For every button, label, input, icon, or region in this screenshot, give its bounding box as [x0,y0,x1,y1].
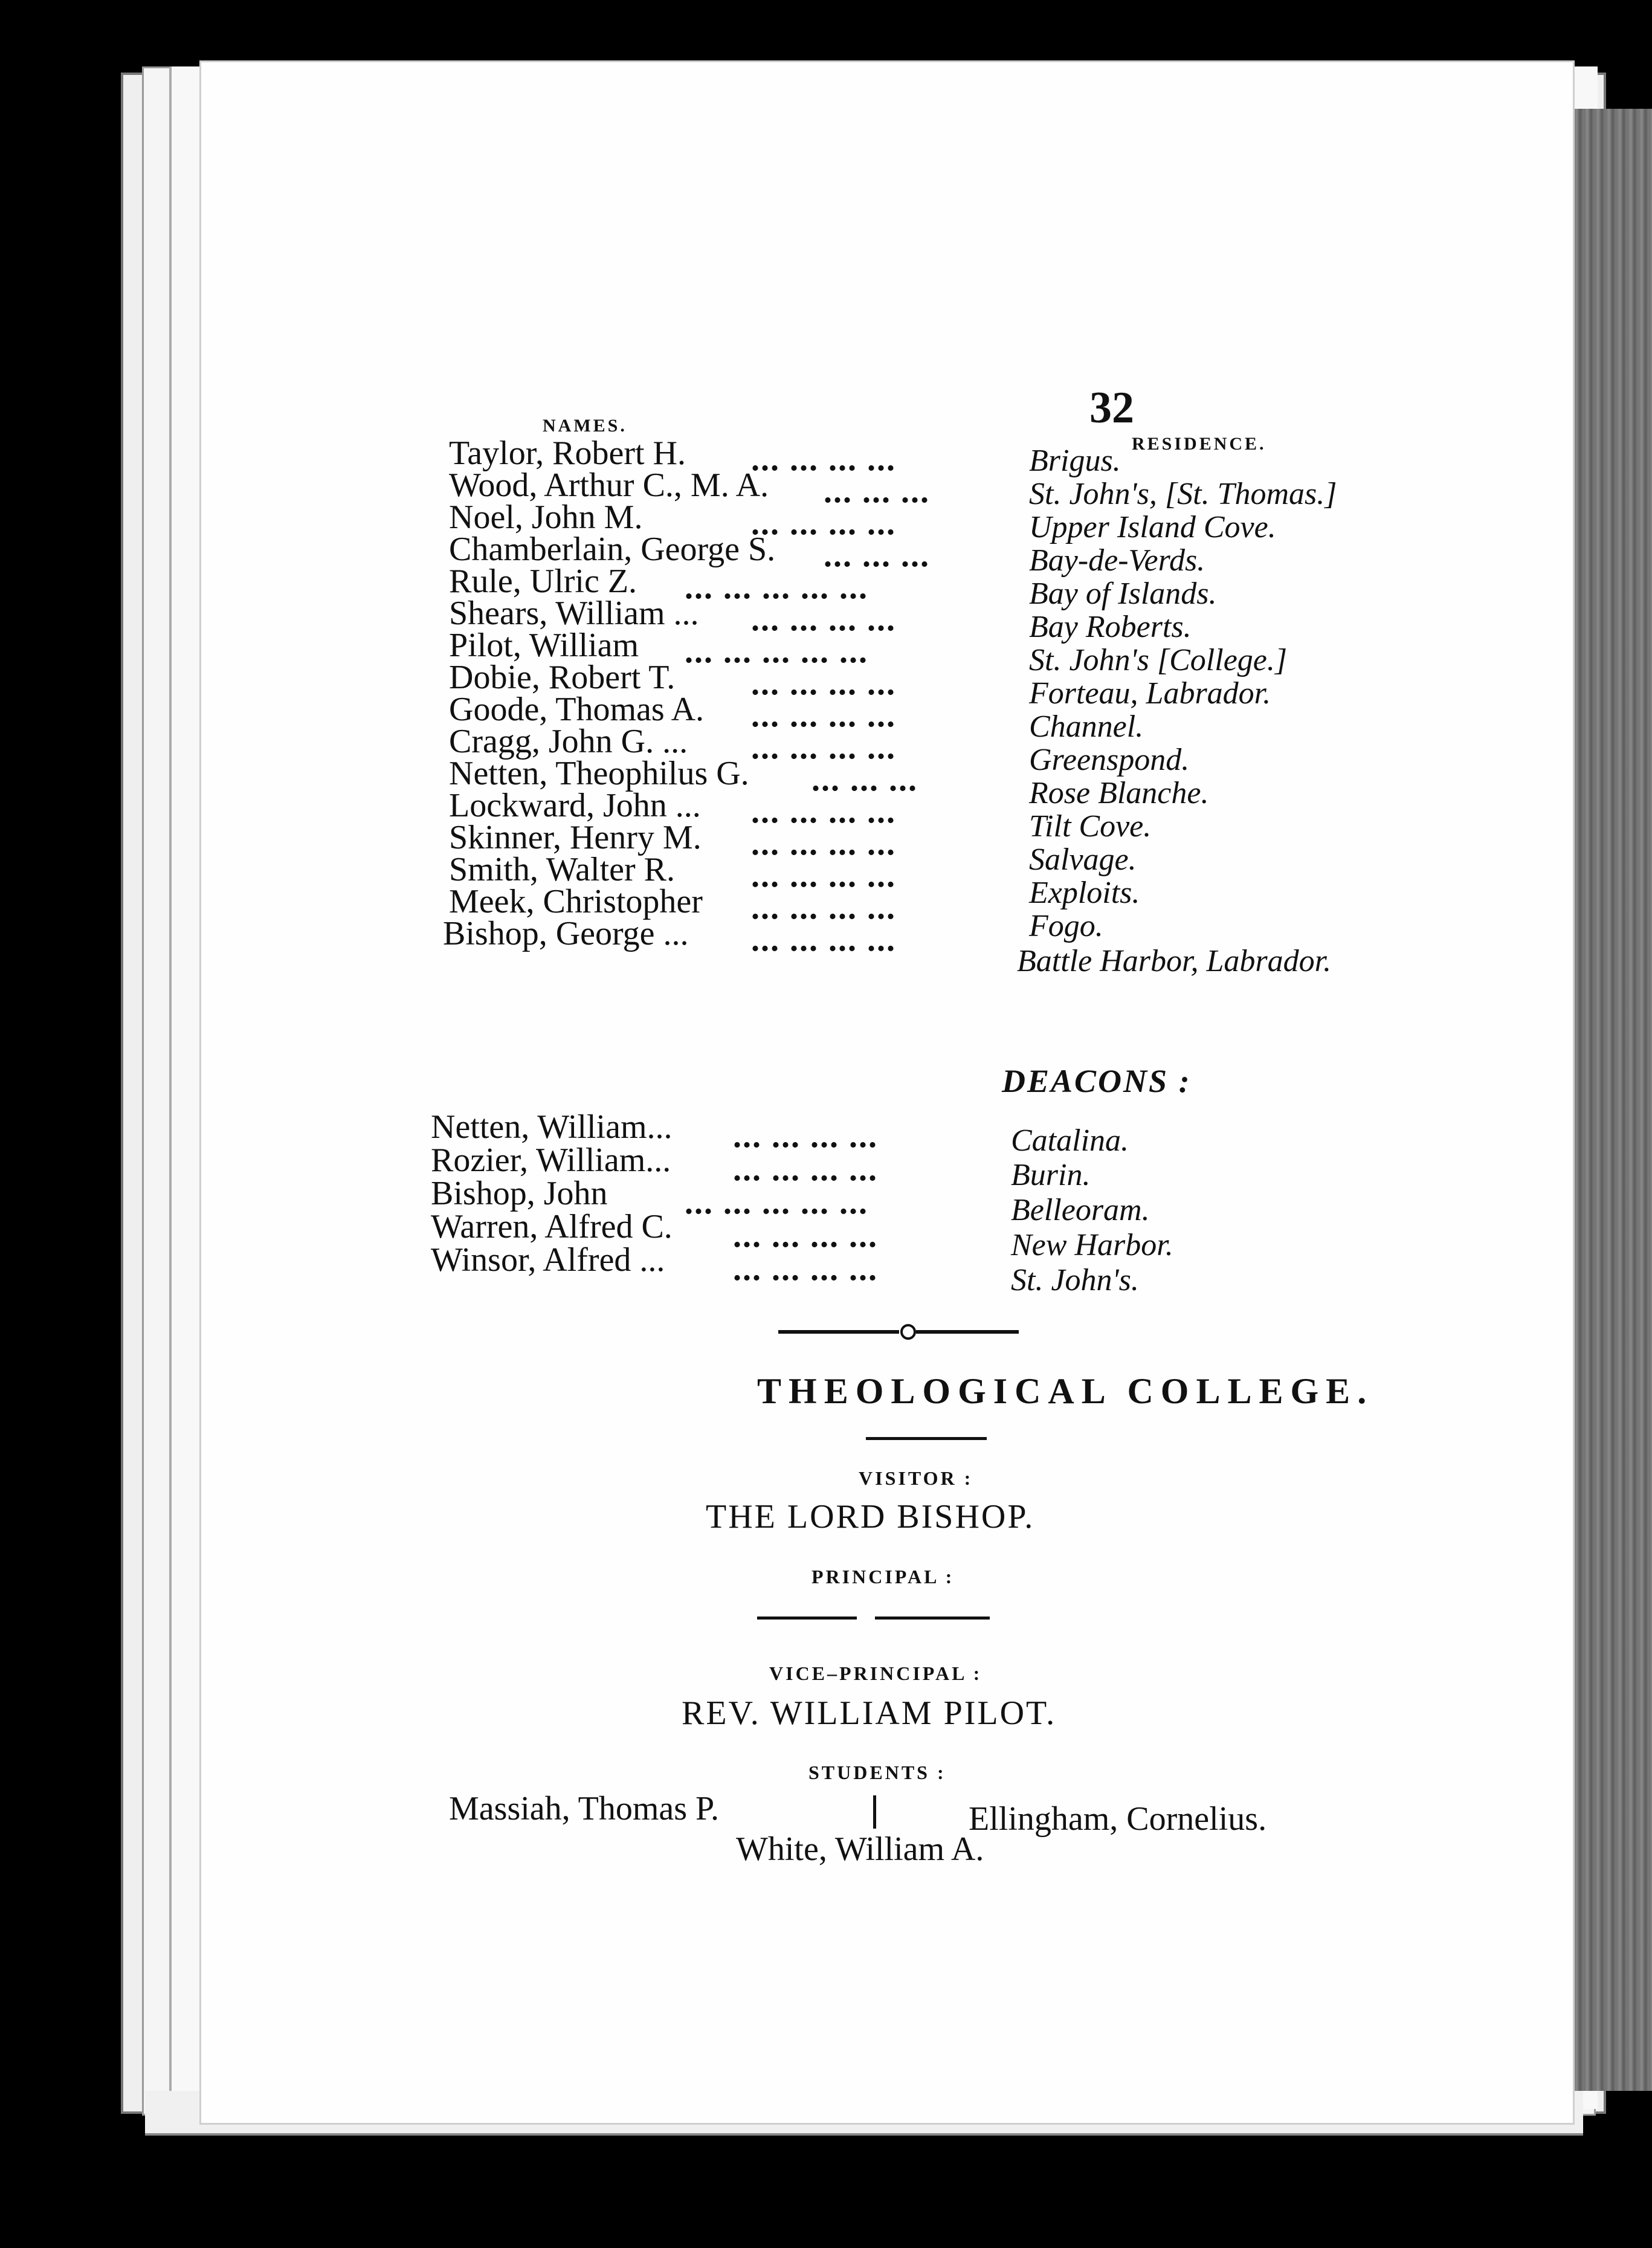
list-item-residence: Forteau, Labrador. [1029,676,1271,711]
list-item-name: Rule, Ulric Z. [449,563,637,600]
list-item-residence: New Harbor. [1011,1228,1173,1262]
list-item-residence: Bay of Islands. [1029,577,1217,611]
visitor-name: THE LORD BISHOP. [706,1498,1035,1536]
divider-line-left [778,1330,899,1334]
title-underline [866,1437,987,1440]
leader-dots: ... ... ... [824,473,930,510]
list-item-name: Meek, Christopher [449,883,703,920]
students-label: STUDENTS : [808,1762,946,1783]
leader-dots: ... ... ... ... [751,441,896,478]
students-separator [873,1795,876,1829]
list-item-name: Bishop, John [431,1175,608,1212]
list-item-name: Bishop, George ... [443,915,689,952]
leader-dots: ... ... ... ... [751,921,896,958]
list-item-residence: Channel. [1029,709,1144,744]
list-item-name: Cragg, John G. ... [449,723,688,760]
vice-principal-name: REV. WILLIAM PILOT. [682,1694,1057,1732]
list-item-name: Netten, William... [431,1108,673,1146]
document-page [199,60,1575,2125]
list-item-residence: St. John's. [1011,1263,1139,1297]
visitor-label: VISITOR : [859,1467,973,1489]
list-item-residence: Rose Blanche. [1029,776,1209,810]
list-item-name: Goode, Thomas A. [449,691,705,728]
residence-column-header: RESIDENCE. [1132,434,1266,454]
leader-dots: ... ... ... ... ... [685,633,868,670]
leader-dots: ... ... ... ... [751,505,896,542]
list-item-name: Shears, William ... [449,595,699,632]
leader-dots: ... ... ... ... [751,825,896,862]
list-item-name: Rozier, William... [431,1142,671,1179]
student-name: White, William A. [736,1830,984,1868]
page-number: 32 [1089,383,1134,433]
leader-dots: ... ... ... ... [751,857,896,894]
list-item-residence: Tilt Cove. [1029,809,1152,844]
list-item-residence: Brigus. [1029,444,1121,478]
list-item-name: Lockward, John ... [449,787,701,824]
book-spine [1562,109,1652,2091]
list-item-name: Taylor, Robert H. [449,434,686,472]
list-item-name: Warren, Alfred C. [431,1208,673,1245]
list-item-residence: Fogo. [1029,909,1103,943]
leader-dots: ... ... ... ... [733,1217,878,1255]
list-item-name: Smith, Walter R. [449,851,676,888]
principal-label: PRINCIPAL : [811,1566,955,1587]
college-title: THEOLOGICAL COLLEGE. [757,1371,1374,1411]
leader-dots: ... ... ... ... [733,1117,878,1155]
list-item-name: Netten, Theophilus G. [449,755,749,792]
list-item-name: Pilot, William [449,627,639,664]
student-name: Ellingham, Cornelius. [969,1800,1267,1838]
list-item-name: Noel, John M. [449,499,643,536]
list-item-name: Chamberlain, George S. [449,531,776,568]
divider-line-right [916,1330,1019,1334]
leader-dots: ... ... ... ... [733,1250,878,1288]
list-item-residence: St. John's, [St. Thomas.] [1029,477,1337,511]
leader-dots: ... ... ... ... ... [685,569,868,606]
leader-dots: ... ... ... ... ... [685,1184,868,1221]
blank-line-left [757,1617,857,1620]
list-item-residence: Exploits. [1029,876,1140,910]
list-item-residence: Upper Island Cove. [1029,510,1276,544]
leader-dots: ... ... ... ... [733,1151,878,1188]
leader-dots: ... ... ... ... [751,697,896,734]
list-item-residence: Battle Harbor, Labrador. [1017,944,1332,978]
list-item-name: Dobie, Robert T. [449,659,676,696]
list-item-residence: Salvage. [1029,842,1137,877]
vice-principal-label: VICE–PRINCIPAL : [769,1662,982,1684]
leader-dots: ... ... ... [811,761,918,798]
leader-dots: ... ... ... ... [751,601,896,638]
student-name: Massiah, Thomas P. [449,1790,719,1827]
list-item-name: Skinner, Henry M. [449,819,702,856]
deacons-heading: DEACONS : [1002,1063,1192,1099]
list-item-name: Winsor, Alfred ... [431,1241,665,1279]
list-item-residence: Catalina. [1011,1123,1129,1158]
leader-dots: ... ... ... ... [751,889,896,926]
list-item-residence: Bay Roberts. [1029,610,1192,644]
list-item-residence: St. John's [College.] [1029,643,1288,677]
leader-dots: ... ... ... ... [751,793,896,830]
list-item-residence: Belleoram. [1011,1193,1150,1227]
list-item-name: Wood, Arthur C., M. A. [449,467,769,504]
leader-dots: ... ... ... [824,537,930,574]
list-item-residence: Burin. [1011,1158,1091,1192]
blank-line-right [875,1617,990,1620]
divider-ornament [900,1324,916,1340]
list-item-residence: Bay-de-Verds. [1029,543,1205,578]
list-item-residence: Greenspond. [1029,743,1190,777]
names-column-header: NAMES. [543,416,627,436]
leader-dots: ... ... ... ... [751,665,896,702]
leader-dots: ... ... ... ... [751,729,896,766]
